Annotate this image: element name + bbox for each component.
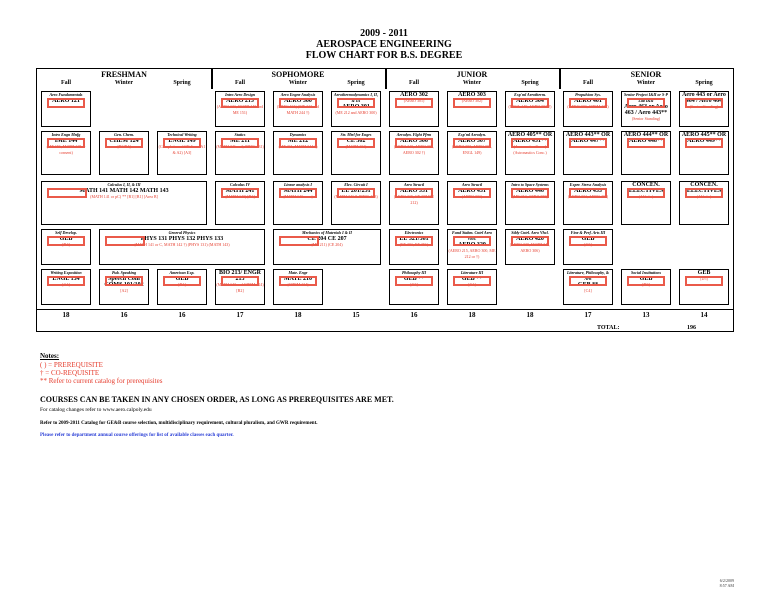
red-highlight-box: [685, 138, 723, 148]
course-code: AERO 306: [400, 138, 428, 144]
quarter-units: 15: [352, 311, 360, 319]
course-code: PHYS 131 PHYS 132 PHYS 133: [140, 236, 224, 242]
red-highlight-box: [105, 236, 145, 246]
red-highlight-box: [163, 138, 201, 148]
red-highlight-box: [279, 236, 319, 246]
course-code: AERO 443** OR AERO 447**: [565, 132, 611, 144]
course-box: [389, 269, 439, 305]
course-code: Aero 443 or Aero 464 / Aero 464: [682, 92, 726, 104]
course-prerequisite: [D3]: [642, 282, 650, 287]
year-header-freshman: [37, 69, 213, 89]
course-category: Exper. Stress Analysis: [569, 182, 607, 187]
red-highlight-box: [627, 98, 665, 108]
course-box: [215, 91, 265, 127]
course-code: GEB: [639, 276, 653, 282]
total-label: TOTAL:: [597, 325, 620, 331]
red-highlight-box: [453, 98, 491, 108]
course-prerequisite: (MATH 141 or pC) ** [B1] [B1] [Area B]: [90, 194, 158, 199]
year-header-sophomore: [211, 69, 387, 89]
course-category: Self Develop.: [55, 230, 77, 235]
note-website: For catalog changes refer to www.aero.calpoly.edu: [40, 407, 152, 413]
course-box: [273, 91, 323, 127]
year-label: JUNIOR: [456, 70, 488, 79]
course-box: [447, 269, 497, 305]
course-box: [389, 91, 439, 127]
course-box: [41, 91, 91, 127]
year-header-junior: [385, 69, 561, 89]
course-category: Literature, Philosophy, & Arts: [566, 270, 610, 281]
footer-time: 8:57 AM: [719, 583, 734, 588]
course-prerequisite: (AERO 302): [461, 98, 483, 103]
red-highlight-box: [453, 276, 491, 286]
course-category: Writing Exposition: [50, 270, 82, 275]
red-highlight-box: [395, 276, 433, 286]
course-category: Aerodyn. Flght Pfrm: [396, 132, 432, 137]
course-prerequisite: (ME 211) (CE 204): [311, 242, 343, 247]
course-box: [99, 229, 265, 265]
course-prerequisite: (Completion of GE Areas A1 & A2) [A3]: [158, 144, 206, 155]
course-category: Aero Structl: [461, 182, 483, 187]
course-code: MATE 210: [283, 276, 313, 282]
course-prerequisite: (AERO 215, AERO 300, ME 212 or †): [448, 248, 496, 259]
course-prerequisite: (AERO 303, AERO 306, ENGL 149): [452, 144, 492, 155]
course-code: MATH 141 MATH 142 MATH 143: [79, 188, 169, 194]
red-highlight-box: [47, 276, 85, 286]
course-box: [679, 91, 729, 127]
course-code: GEB **: [577, 282, 599, 288]
units-divider: [37, 309, 733, 310]
notes-heading: Notes:: [40, 352, 60, 360]
course-category: Pub. Speaking: [111, 270, 136, 275]
course-box: [157, 269, 207, 305]
red-highlight-box: [511, 188, 549, 198]
course-prerequisite: [C3]: [584, 242, 592, 247]
red-highlight-box: [337, 98, 375, 108]
red-highlight-box: [221, 98, 259, 108]
year-label: SENIOR: [630, 70, 662, 79]
course-code: Speech Com COMS 101/102: [104, 276, 144, 288]
note-offerings: Please refer to department annual course offerings for list of available classes each quarter.: [40, 433, 234, 438]
course-prerequisite: (AERO 331, AERO 431): [567, 194, 609, 199]
red-highlight-box: [569, 98, 607, 108]
course-code: AERO 320: [458, 242, 486, 248]
quarter-label: Winter: [636, 80, 656, 86]
department-title: AEROSPACE ENGINEERING: [316, 39, 452, 50]
year-label: SOPHOMORE: [271, 70, 325, 79]
quarter-label: Spring: [695, 80, 713, 86]
course-prerequisite: (AERO 331): [461, 194, 483, 199]
course-category: Dynamics: [289, 132, 307, 137]
course-prerequisite: (ME 151, MATH 118 or consent): [46, 144, 86, 155]
course-box: [563, 91, 613, 127]
red-highlight-box: [569, 188, 607, 198]
course-code: AERO 302: [400, 92, 428, 98]
course-code: AERO 433: [574, 188, 602, 194]
course-prerequisite: (MATH 131): [345, 144, 367, 149]
red-highlight-box: [685, 276, 723, 286]
course-code: CHEM 124: [109, 138, 139, 144]
course-code: CONCEN. ELECTIVES: [628, 182, 664, 194]
red-highlight-box: [569, 138, 607, 148]
course-prerequisite: (ENGL 149; AERO 302 †): [508, 104, 552, 109]
quarter-units: 18: [62, 311, 70, 319]
course-box: [273, 229, 381, 265]
quarter-units: 13: [642, 311, 650, 319]
quarter-label: Fall: [409, 80, 419, 86]
red-highlight-box: [47, 98, 85, 108]
quarter-units: 16: [178, 311, 186, 319]
quarter-label: Fall: [583, 80, 593, 86]
course-category: Aerothermodynamics I, II, & III: [333, 92, 378, 103]
red-highlight-box: [627, 276, 665, 286]
course-prerequisite: [C2]: [410, 282, 418, 287]
course-category: Aero Structl: [403, 182, 425, 187]
quarter-label: Fall: [61, 80, 71, 86]
red-highlight-box: [511, 138, 549, 148]
course-prerequisite: (MATH 141 or C, MATH 142 †) (PHYS 131) (MATH 143): [134, 242, 230, 247]
course-prerequisite: [D1]: [178, 282, 186, 287]
course-code: MATH 244: [283, 188, 313, 194]
quarter-units: 16: [410, 311, 418, 319]
course-prerequisite: (MATH 241 or †, PHYS 131): [216, 144, 264, 149]
course-code: MATH 241: [225, 188, 255, 194]
course-prerequisite: (Senior Standing): [631, 116, 661, 121]
course-code: AERO 405** OR AERO 451**: [507, 132, 553, 144]
red-highlight-box: [105, 276, 143, 286]
red-highlight-box: [221, 276, 259, 286]
red-highlight-box: [47, 188, 87, 198]
course-prerequisite: (Senior Standing): [689, 104, 719, 109]
note-corequisite: † = CO-REQUISITE: [40, 369, 100, 377]
course-box: [505, 229, 555, 265]
course-category: General Physics: [168, 230, 196, 235]
course-code: AERO 331: [400, 188, 428, 194]
red-highlight-box: [453, 236, 491, 246]
red-highlight-box: [453, 138, 491, 148]
course-prerequisite: [A1]: [62, 282, 70, 287]
year-label: FRESHMAN: [101, 70, 147, 79]
note-catalog: ** Refer to current catalog for prerequisites: [40, 377, 163, 385]
course-code: AERO 446: [516, 188, 544, 194]
quarter-label: Spring: [173, 80, 191, 86]
course-category: Intro to Space Systems: [511, 182, 549, 187]
course-prerequisite: (ME 212 and AERO 300): [335, 110, 377, 115]
course-code: AERO 121: [52, 98, 80, 104]
course-prerequisite: (EE 201, EE 251): [399, 242, 429, 247]
course-prerequisite: (AERO 301): [403, 98, 425, 103]
course-code: AERO 300: [284, 98, 312, 104]
course-code: AERO 431: [458, 188, 486, 194]
course-code: ME 212: [287, 138, 309, 144]
course-prerequisite: (MATH 143 or ...): [283, 194, 313, 199]
course-prerequisite: [D5]: [700, 276, 708, 281]
course-code: AERO 401: [574, 98, 602, 104]
course-code: GEB **: [461, 276, 483, 282]
course-code: ENGL 149: [168, 138, 196, 144]
course-category: Intro Aero Design: [225, 92, 255, 97]
course-code: GEB: [697, 270, 711, 276]
course-box: [447, 229, 497, 265]
course-category: Gen. Chem.: [114, 132, 134, 137]
course-category: Aero Engnr Analysis: [280, 92, 316, 97]
course-code: ENGL 134: [52, 276, 80, 282]
course-prerequisite: (AERO 215, CE 207 ME 212): [393, 194, 435, 205]
quarter-units: 14: [700, 311, 708, 319]
course-code: AERO 303: [458, 92, 486, 98]
red-highlight-box: [569, 276, 607, 286]
course-category: Literature III: [460, 270, 484, 275]
quarter-units: 17: [236, 311, 244, 319]
course-category: Exp'ml Aerodyn.: [458, 132, 486, 137]
course-category: Str. Mtrl for Engrs: [340, 132, 372, 137]
course-code: CE 204 CE 207: [307, 236, 347, 242]
course-box: [41, 229, 91, 265]
red-highlight-box: [569, 236, 607, 246]
course-box: [331, 91, 381, 127]
course-category: Linear analysis I: [283, 182, 312, 187]
course-prerequisite: [D4]: [62, 242, 70, 247]
course-category: Mechanics of Materials I & II: [302, 230, 352, 235]
course-prerequisite: (4 Units): [638, 194, 654, 199]
course-category: Senior Project I&II or S-P Lab I&II: [623, 92, 668, 103]
course-prerequisite: (AERO 121; MATH 143 and ME 151): [216, 104, 264, 115]
course-prerequisite: (MATH 241 & PHYS 133): [334, 194, 378, 199]
course-prerequisite: (AERO 303; CHEM 124): [567, 104, 609, 109]
note-ge-requirements: Refer to 2009-2011 Catalog for GE&B course selection, multidisciplinary requirement, cultural pluralism, and GWR requirement.: [40, 421, 318, 426]
course-prerequisite: (4 Units): [696, 194, 712, 199]
course-code: GEB: [175, 276, 189, 282]
year-header-senior: [559, 69, 733, 89]
course-prerequisite: (ME 211, MATH 244 †): [278, 144, 318, 149]
quarter-label: Spring: [521, 80, 539, 86]
course-code: AERO 444** OR AERO 448**: [623, 132, 669, 144]
course-prerequisite: (PHYS 131) (ME 212 and MATH 244 †): [277, 104, 319, 115]
course-box: [505, 91, 555, 127]
red-highlight-box: [627, 138, 665, 148]
footer-date: 6/2/2009: [719, 578, 734, 583]
course-category: Exp'ml Aerotherm.: [514, 92, 546, 97]
course-code: GEB: [59, 236, 73, 242]
course-prerequisite: (Aeronautics Conc.) (Astronautics Conc.): [513, 144, 547, 155]
course-code: EE 321/361: [399, 236, 429, 242]
course-code: ME 211: [230, 138, 250, 144]
course-category: Stbly Cntrl. Aero Vhcl.: [511, 230, 549, 235]
course-prerequisite: (ME 212, AERO 350): [512, 194, 548, 199]
years-title: 2009 - 2011: [360, 28, 408, 39]
course-box: [389, 229, 439, 265]
quarter-units: 16: [120, 311, 128, 319]
red-highlight-box: [395, 138, 433, 148]
course-code: AERO 301: [342, 104, 370, 110]
course-prerequisite: [C1]: [468, 282, 476, 287]
red-highlight-box: [105, 138, 143, 148]
course-category: Social Institutions: [630, 270, 662, 275]
course-category: Mate. Engr: [288, 270, 308, 275]
course-code: AERO 445** OR AERO 449**: [681, 132, 727, 144]
flow-chart-grid: [36, 68, 734, 332]
red-highlight-box: [337, 138, 375, 148]
course-code: CE 302: [346, 138, 366, 144]
course-code: AERO 420: [516, 236, 544, 242]
red-highlight-box: [511, 236, 549, 246]
quarter-label: Spring: [347, 80, 365, 86]
course-category: Electronics: [404, 230, 424, 235]
course-code: GEB: [581, 236, 595, 242]
course-prerequisite: (CHEM 124): [287, 282, 309, 287]
course-box: [679, 269, 729, 305]
course-category: Technical Writing: [167, 132, 197, 137]
red-highlight-box: [395, 188, 433, 198]
red-highlight-box: [395, 98, 433, 108]
course-prerequisite: [C4]: [584, 288, 592, 293]
course-box: [215, 269, 265, 305]
red-highlight-box: [395, 236, 433, 246]
quarter-units: 18: [526, 311, 534, 319]
course-box: [41, 269, 91, 305]
red-highlight-box: [47, 236, 85, 246]
course-prerequisite: (AERO 320, MATH 241, AERO 306): [509, 242, 551, 253]
note-prerequisite: ( ) = PREREQUISITE: [40, 361, 103, 369]
course-prerequisite: (MATH 143) [B1]: [225, 194, 255, 199]
course-category: American Exp.: [169, 270, 195, 275]
course-box: [621, 91, 671, 127]
course-category: Calculus I, II, & III: [107, 182, 141, 187]
red-highlight-box: [47, 138, 85, 148]
red-highlight-box: [221, 188, 259, 198]
red-highlight-box: [221, 138, 259, 148]
course-box: [563, 229, 613, 265]
note-order: COURSES CAN BE TAKEN IN ANY CHOSEN ORDER, AS LONG AS PREREQUISITES ARE MET.: [40, 395, 394, 404]
red-highlight-box: [511, 98, 549, 108]
red-highlight-box: [685, 98, 723, 108]
total-value: 196: [687, 325, 696, 331]
course-prerequisite: (AERO 215, AERO 301, AERO 302 †): [394, 144, 434, 155]
quarter-label: Winter: [288, 80, 308, 86]
course-code: Aero 463 or Aero 463 / Aero 443**: [624, 104, 668, 116]
course-box: [621, 269, 671, 305]
course-category: Philosophy III: [401, 270, 427, 275]
course-code: AERO 215: [226, 98, 254, 104]
quarter-label: Winter: [462, 80, 482, 86]
red-highlight-box: [163, 276, 201, 286]
course-code: AERO 307: [458, 138, 486, 144]
course-code: CONCEN. ELECTIVES: [686, 182, 722, 194]
red-highlight-box: [279, 138, 317, 148]
course-prerequisite: (MATH 142 and CHEM 124) [B2]: [216, 282, 264, 293]
course-box: [563, 269, 613, 305]
red-highlight-box: [685, 188, 723, 198]
course-code: EE 201/251: [341, 188, 371, 194]
course-box: [447, 91, 497, 127]
course-category: Elec. Circuit I: [344, 182, 368, 187]
red-highlight-box: [279, 276, 317, 286]
course-box: [99, 269, 149, 305]
quarter-units: 18: [468, 311, 476, 319]
course-code: IME 144: [54, 138, 78, 144]
red-highlight-box: [337, 188, 375, 198]
course-category: Calculus IV: [230, 182, 250, 187]
quarter-units: 17: [584, 311, 592, 319]
quarter-units: 18: [294, 311, 302, 319]
red-highlight-box: [279, 98, 317, 108]
course-category: Propulsion Sys.: [575, 92, 601, 97]
chart-title: FLOW CHART FOR B.S. DEGREE: [305, 50, 463, 61]
red-highlight-box: [627, 188, 665, 198]
course-category: Fund Stabm. Cntrl Aero Vhcl.: [451, 230, 493, 241]
quarter-label: Winter: [114, 80, 134, 86]
course-prerequisite: [A2]: [120, 288, 128, 293]
course-code: GEB **: [403, 276, 425, 282]
course-code: AERO 304: [516, 98, 544, 104]
quarter-label: Fall: [235, 80, 245, 86]
course-category: Aero Fundamentals: [49, 92, 83, 97]
course-category: Intro Engn Mnfg: [51, 132, 81, 137]
course-category: Statics: [234, 132, 246, 137]
course-code: BIO 213/ ENGR 213: [218, 270, 261, 282]
course-category: Fine & Perf. Arts III: [570, 230, 606, 235]
red-highlight-box: [453, 188, 491, 198]
red-highlight-box: [279, 188, 317, 198]
course-box: [273, 269, 323, 305]
course-prerequisite: [B3/B4]: [117, 144, 131, 149]
